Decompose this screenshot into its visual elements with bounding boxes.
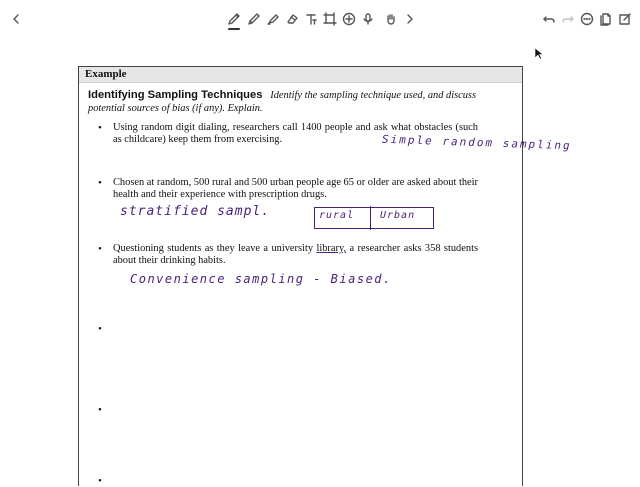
text-icon[interactable] bbox=[303, 11, 319, 27]
mic-icon[interactable] bbox=[360, 11, 376, 27]
strata-divider bbox=[370, 206, 371, 230]
pencil-icon[interactable] bbox=[246, 11, 262, 27]
item-text-after: a researcher asks 358 students about their drinking habits. bbox=[113, 243, 478, 267]
list-item bbox=[98, 177, 478, 201]
empty-bullet: • bbox=[98, 323, 102, 335]
item-text: Using random digit dialing, researchers call 1400 people and ask what obstacles (such as childcare) keep them from exercising. bbox=[113, 122, 478, 146]
instructions: Identify the sampling technique used, and discuss potential sources of bias (if any). Explain. bbox=[88, 90, 477, 114]
handwritten-answer-3: Convenience sampling - Biased. bbox=[130, 272, 392, 286]
example-header bbox=[79, 67, 522, 83]
back-icon[interactable] bbox=[8, 11, 24, 27]
bullet: • bbox=[98, 243, 102, 255]
redo-icon[interactable] bbox=[560, 11, 576, 27]
list-item bbox=[98, 243, 478, 267]
bullet: • bbox=[98, 122, 102, 134]
edit-icon[interactable] bbox=[617, 11, 633, 27]
more-options-icon[interactable] bbox=[579, 11, 595, 27]
pen-icon[interactable] bbox=[226, 11, 242, 27]
header-label: Example bbox=[85, 68, 127, 80]
underlined-word: library, bbox=[316, 243, 347, 254]
stratum-rural: rural bbox=[319, 210, 355, 221]
handwritten-answer-1: Simple random sampling bbox=[381, 132, 572, 153]
undo-icon[interactable] bbox=[541, 11, 557, 27]
item-text: Chosen at random, 500 rural and 500 urban people age 65 or older are asked about their health and their experience with prescription drugs. bbox=[113, 177, 478, 201]
hand-icon[interactable] bbox=[383, 11, 399, 27]
highlighter-icon[interactable] bbox=[265, 11, 281, 27]
crop-icon[interactable] bbox=[322, 11, 338, 27]
title-block bbox=[88, 89, 513, 115]
toolbar bbox=[0, 0, 640, 38]
more-icon[interactable] bbox=[402, 11, 418, 27]
page-title: Identifying Sampling Techniques bbox=[88, 89, 263, 101]
new-page-icon[interactable] bbox=[598, 11, 614, 27]
item-text bbox=[113, 243, 478, 267]
empty-bullet: • bbox=[98, 475, 102, 487]
add-icon[interactable] bbox=[341, 11, 357, 27]
eraser-icon[interactable] bbox=[284, 11, 300, 27]
item-text-before: Questioning students as they leave a university bbox=[113, 243, 317, 254]
mouse-cursor-icon bbox=[535, 47, 543, 65]
bullet: • bbox=[98, 177, 102, 189]
handwritten-answer-2: stratified sampl. bbox=[120, 204, 271, 219]
empty-bullet: • bbox=[98, 404, 102, 416]
stratum-urban: Urban bbox=[380, 210, 416, 221]
